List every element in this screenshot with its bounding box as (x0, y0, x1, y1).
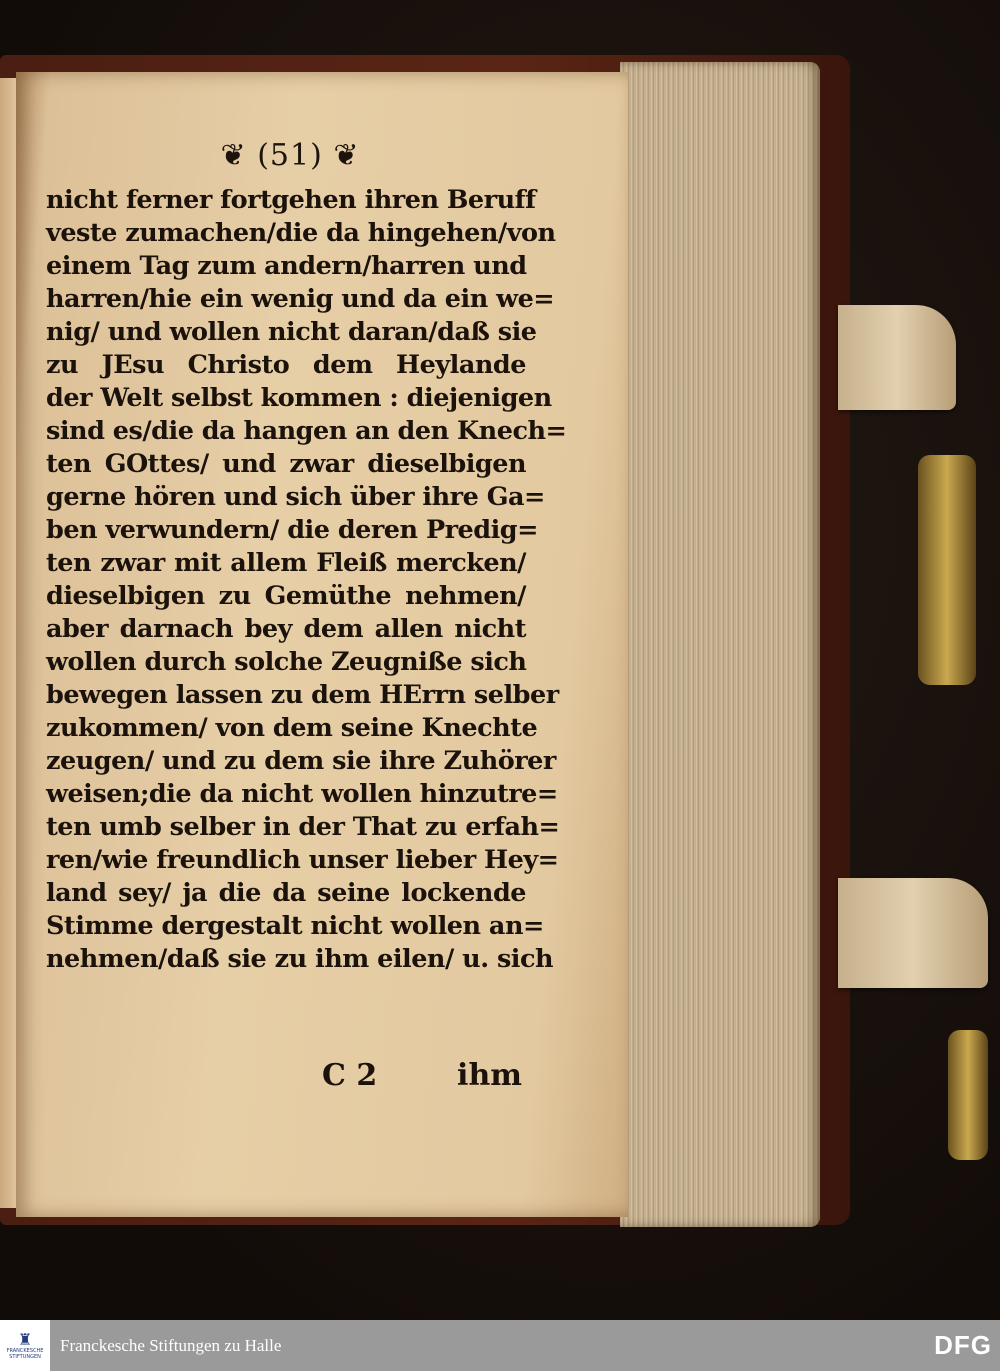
page-text (46, 184, 567, 976)
text-line: bewegen lassen zu dem HErrn selber (46, 680, 559, 710)
left-page-edge (0, 78, 16, 1208)
signature-mark: C 2 (322, 1058, 378, 1093)
text-line: ten zwar mit allem Fleiß mercken/ (46, 548, 526, 578)
viewer-footer-bar (0, 1320, 1000, 1371)
text-line: zu JEsu Christo dem Heylande (46, 350, 526, 380)
catchword: ihm (457, 1058, 522, 1093)
text-line: einem Tag zum andern/harren und (46, 251, 527, 281)
text-line: land sey/ ja die da seine lockende (46, 878, 526, 908)
text-line: gerne hören und sich über ihre Ga= (46, 482, 545, 512)
page-footer (322, 1058, 522, 1093)
logo-text: FRANCKESCHE STIFTUNGEN (6, 1347, 44, 1360)
text-line: ben verwundern/ die deren Predig= (46, 515, 538, 545)
text-line: ten GOttes/ und zwar dieselbigen (46, 449, 526, 479)
ornament-left-icon: ❦ (220, 138, 247, 173)
page-number: (51) (257, 138, 323, 173)
text-line: der Welt selbst kommen : diejenigen (46, 383, 552, 413)
text-line: wollen durch solche Zeugniße sich (46, 647, 527, 677)
text-line: nig/ und wollen nicht daran/daß sie (46, 317, 537, 347)
clasp-metal-top (918, 455, 976, 685)
logo-emblem: ♜ (17, 1329, 33, 1349)
text-line: dieselbigen zu Gemüthe nehmen/ (46, 581, 526, 611)
page-edges (620, 62, 820, 1227)
text-line: ren/wie freundlich unser lieber Hey= (46, 845, 559, 875)
text-line: weisen;die da nicht wollen hinzutre= (46, 779, 558, 809)
institution-name: Franckesche Stiftungen zu Halle (60, 1335, 282, 1355)
text-line: zeugen/ und zu dem sie ihre Zuhörer (46, 746, 556, 776)
ornament-right-icon: ❦ (333, 138, 360, 173)
page-header (180, 138, 400, 173)
clasp-metal-bottom (948, 1030, 988, 1160)
clasp-strap-bottom (838, 878, 988, 988)
text-line: nehmen/daß sie zu ihm eilen/ u. sich (46, 944, 554, 974)
dfg-logo-icon[interactable]: DFG (934, 1330, 992, 1360)
franckesche-logo-icon[interactable] (0, 1320, 50, 1371)
text-line: aber darnach bey dem allen nicht (46, 614, 526, 644)
text-line: sind es/die da hangen an den Knech= (46, 416, 567, 446)
clasp-strap-top (838, 305, 956, 410)
text-line: nicht ferner fortgehen ihren Beruff (46, 185, 536, 215)
text-line: veste zumachen/die da hingehen/von (46, 218, 556, 248)
text-line: zukommen/ von dem seine Knechte (46, 713, 538, 743)
text-line: ten umb selber in der That zu erfah= (46, 812, 560, 842)
text-line: harren/hie ein wenig und da ein we= (46, 284, 555, 314)
text-line: Stimme dergestalt nicht wollen an= (46, 911, 544, 941)
